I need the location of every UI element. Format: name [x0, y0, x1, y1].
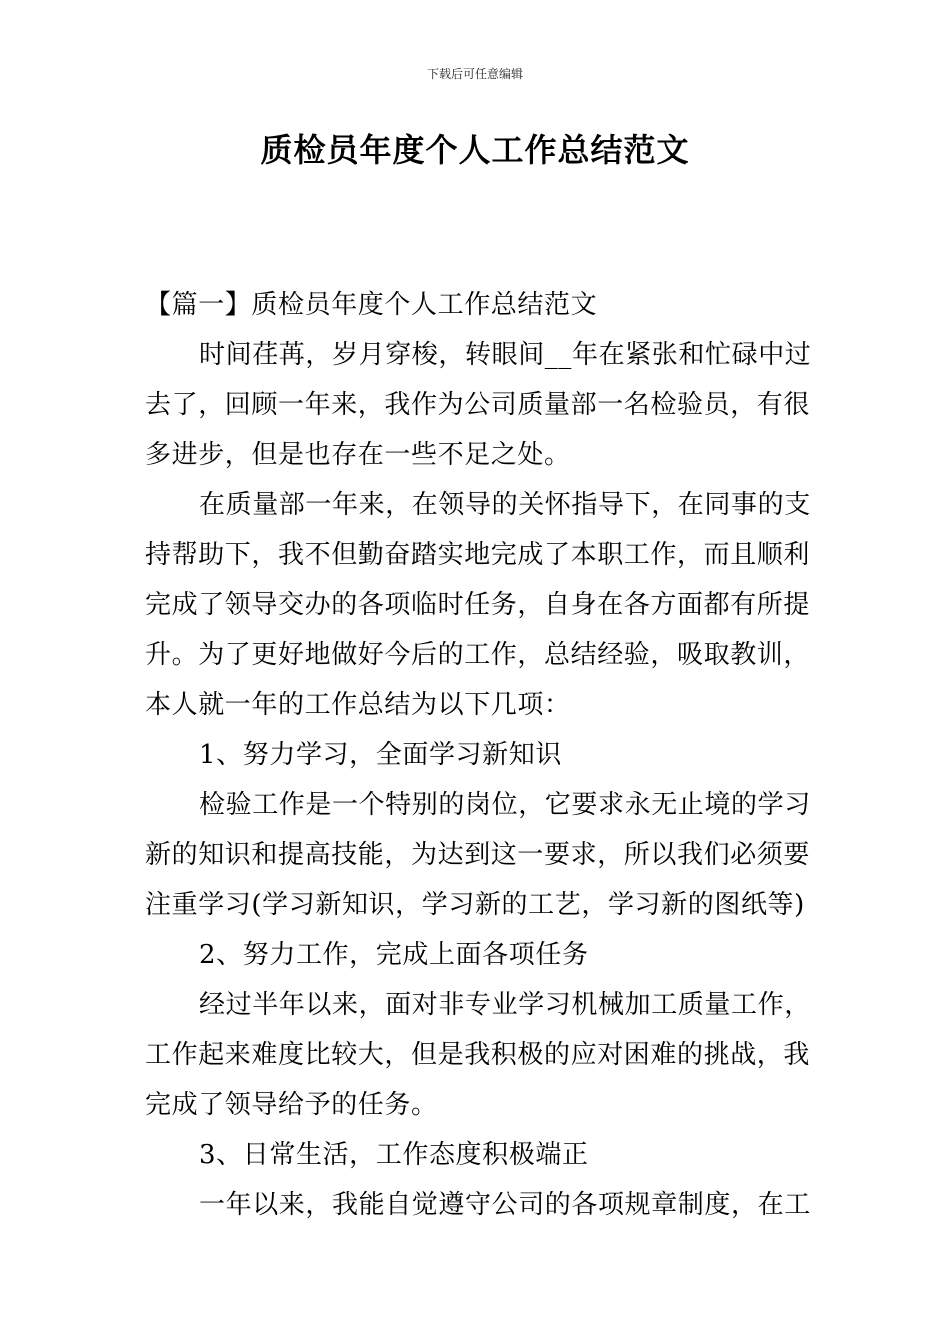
body-line: 工作起来难度比较大，但是我积极的应对困难的挑战，我 — [145, 1040, 811, 1070]
header-note: 下载后可任意编辑 — [426, 67, 523, 81]
section-heading: 3、日常生活，工作态度积极端正 — [199, 1140, 589, 1170]
body-line: 【篇一】质检员年度个人工作总结范文 — [145, 290, 598, 320]
body-line: 时间荏苒，岁月穿梭，转眼间__年在紧张和忙碌中过 — [199, 340, 812, 370]
body-line: 完成了领导交办的各项临时任务，自身在各方面都有所提 — [145, 590, 811, 620]
body-line: 去了，回顾一年来，我作为公司质量部一名检验员，有很 — [145, 390, 811, 420]
body-line: 注重学习(学习新知识，学习新的工艺，学习新的图纸等) — [145, 890, 805, 920]
body-line: 一年以来，我能自觉遵守公司的各项规章制度，在工 — [199, 1190, 811, 1220]
document-body — [145, 280, 812, 1230]
section-heading: 2、努力工作，完成上面各项任务 — [199, 940, 589, 970]
body-line: 升。为了更好地做好今后的工作，总结经验，吸取教训， — [145, 640, 811, 670]
document-title: 质检员年度个人工作总结范文 — [260, 131, 690, 169]
body-line: 新的知识和提高技能，为达到这一要求，所以我们必须要 — [145, 840, 811, 870]
body-line: 完成了领导给予的任务。 — [145, 1090, 438, 1120]
body-line: 多进步，但是也存在一些不足之处。 — [145, 440, 571, 470]
body-line: 检验工作是一个特别的岗位，它要求永无止境的学习 — [199, 790, 811, 820]
body-line: 经过半年以来，面对非专业学习机械加工质量工作， — [199, 990, 811, 1020]
section-heading: 1、努力学习，全面学习新知识 — [199, 740, 562, 770]
body-line: 本人就一年的工作总结为以下几项： — [145, 690, 571, 720]
body-line: 持帮助下，我不但勤奋踏实地完成了本职工作，而且顺利 — [145, 540, 811, 570]
body-line: 在质量部一年来，在领导的关怀指导下，在同事的支 — [199, 490, 811, 520]
